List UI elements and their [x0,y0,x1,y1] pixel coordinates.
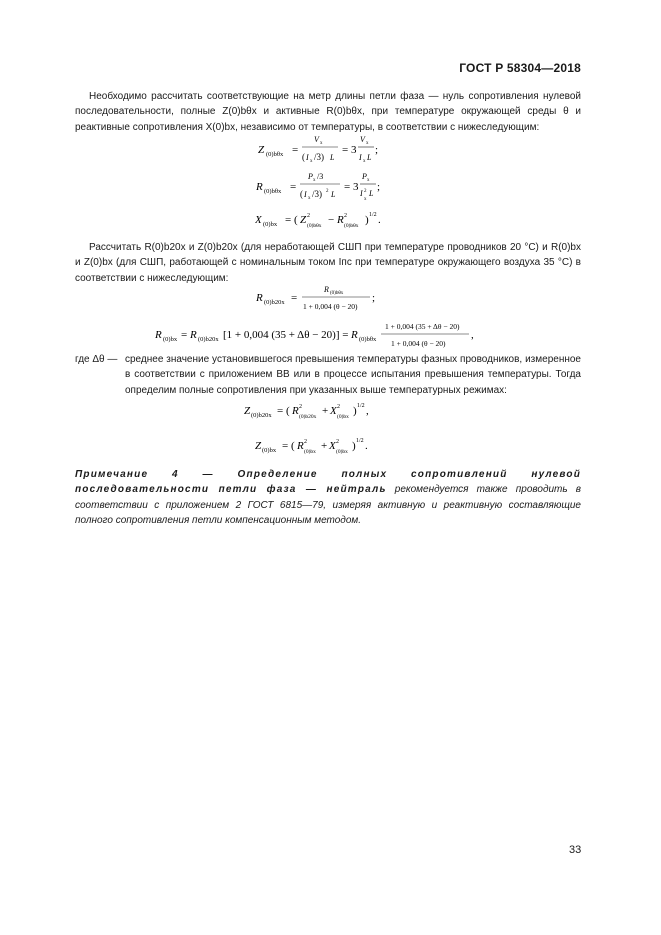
svg-text:1 + 0,004 (θ − 20): 1 + 0,004 (θ − 20) [303,302,358,311]
svg-text:(0)b20x: (0)b20x [198,336,219,343]
svg-text:x: x [313,178,316,183]
svg-text:I: I [306,153,309,162]
svg-text:I: I [304,190,307,199]
svg-text:I: I [360,189,363,198]
svg-text:(0)bθx: (0)bθx [344,223,359,229]
svg-text:= (: = ( [285,214,298,226]
svg-text:;: ; [372,292,376,304]
svg-text:P: P [362,172,367,181]
svg-text:1/2: 1/2 [356,438,364,444]
paragraph-calc: Рассчитать R(0)b20x и Z(0)b20x (для неработающей СШП при температуре проводников 20 °С) и R(0)bx и Z(0)bx (для СШП, работающей с номинальным током Iпс при температуре окружающего воздуха 35 °С) в соответствии с нижеследующим: [75,242,581,284]
svg-text:(0)b20x: (0)b20x [251,412,272,419]
svg-text:1/2: 1/2 [369,212,377,218]
svg-text:2: 2 [336,439,339,445]
svg-text:,: , [471,329,474,341]
svg-text:(0)bθx: (0)bθx [264,188,282,195]
svg-text:=: = [290,181,297,193]
svg-text:2: 2 [307,213,310,219]
svg-text:x: x [366,141,369,146]
svg-text:.: . [378,214,381,226]
svg-text:(0)b20x: (0)b20x [299,414,317,420]
paragraph-intro: Необходимо рассчитать соответствующие на метр длины петли фаза — нуль сопротивления нулевой последовательности, полные Z(0)bθx и активные R(0)bθx, при температуре окружающей среды θ и реактивные сопротивления X(0)bx, независимо от температуры, в соответствии с нижеследующим: [75,91,581,133]
formula-z0bx [255,433,385,457]
svg-text:Z: Z [258,144,265,156]
svg-text:x: x [310,159,313,164]
formula-z0b20x [244,398,374,422]
svg-text:Z: Z [255,440,262,452]
formula-x0bx [255,207,385,231]
svg-text:;: ; [375,144,379,156]
svg-text:x: x [367,178,370,183]
svg-text:;: ; [377,181,381,193]
formula-r0btx [256,170,421,204]
svg-text:(: ( [302,152,305,162]
svg-text:= (: = ( [282,440,295,452]
svg-text:): ) [353,405,357,417]
svg-text:(0)bθx: (0)bθx [266,151,284,158]
svg-text:=: = [181,329,188,341]
svg-text:2: 2 [299,404,302,410]
svg-text:(0)bθx: (0)bθx [330,291,344,296]
formula-r0b20x [256,283,386,313]
definition-body: среднее значение установившегося превышения температуры фазных проводников, измеренное в соответствии с приложением ВВ или в процессе испытания превышения температуры. Тогда определим полные сопротивления при указанных выше температурных режимах: [125,354,581,396]
svg-text:−: − [328,214,335,226]
svg-text:L: L [330,153,335,162]
svg-text:2: 2 [337,404,340,410]
note-body: рекомендуется также проводить в соответствии с приложением 2 ГОСТ 6815—79, измеряя активную и реактивную составляющие полного сопротивления петли компенсационным методом. [75,484,581,526]
svg-text:X: X [330,405,337,417]
svg-text:+: + [321,440,328,452]
svg-text:R: R [324,285,329,294]
svg-text:R: R [297,440,304,452]
svg-text:/3): /3) [312,189,322,199]
svg-text:(0)bx: (0)bx [262,447,277,454]
svg-text:.: . [365,440,368,452]
definition-term: где Δθ — [75,354,118,365]
svg-text:R: R [256,292,263,304]
svg-text:(0)bθx: (0)bθx [307,223,322,229]
svg-text:(0)bx: (0)bx [337,414,349,420]
svg-text:): ) [352,440,356,452]
svg-text:x: x [364,197,367,202]
svg-text:R: R [351,329,358,341]
svg-text:L: L [369,189,374,198]
svg-text:L: L [331,190,336,199]
svg-text:[1 + 0,004 (35 + Δθ − 20)] =: [1 + 0,004 (35 + Δθ − 20)] = [223,329,349,341]
svg-text:x: x [320,141,323,146]
svg-text:2: 2 [304,439,307,445]
svg-text:(0)bx: (0)bx [163,336,178,343]
svg-text:=: = [292,144,299,156]
svg-text:x: x [308,196,311,201]
svg-text:I: I [359,153,362,162]
svg-text:1 + 0,004 (35 + Δθ − 20): 1 + 0,004 (35 + Δθ − 20) [385,322,460,331]
svg-text:(0)bx: (0)bx [263,221,278,228]
svg-text:L: L [367,153,372,162]
svg-text:/3): /3) [314,152,324,162]
svg-text:(0)bx: (0)bx [336,449,348,455]
svg-text:2: 2 [326,189,329,194]
svg-text:Z: Z [244,405,251,417]
svg-text:(: ( [300,189,303,199]
svg-text:2: 2 [364,189,367,194]
svg-text:R: R [337,214,344,226]
svg-text:R: R [256,181,263,193]
formula-z0btx [258,133,418,165]
page-number: 33 [569,844,582,856]
svg-text:R: R [292,405,299,417]
svg-text:(0)b20x: (0)b20x [264,299,285,306]
svg-text:1 + 0,004 (θ − 20): 1 + 0,004 (θ − 20) [391,339,446,348]
svg-text:= 3: = 3 [342,144,357,156]
definition-delta-theta [75,352,581,398]
svg-text:=: = [291,292,298,304]
svg-text:Z: Z [300,214,307,226]
svg-text:): ) [365,214,369,226]
svg-text:V: V [314,135,319,144]
note-4 [75,467,581,528]
svg-text:P: P [308,172,313,181]
svg-text:(0)bx: (0)bx [304,449,316,455]
formula-r0bx [155,320,485,350]
svg-text:1/2: 1/2 [357,403,365,409]
note-heading: Примечание 4 — Определение полных сопротивлений нулевой последовательности петли фаза — нейтраль [75,469,581,496]
standard-code: ГОСТ Р 58304—2018 [459,61,581,75]
svg-text:X: X [329,440,336,452]
svg-text:V: V [360,135,365,144]
svg-text:R: R [190,329,197,341]
svg-text:R: R [155,329,162,341]
svg-text:= 3: = 3 [344,181,359,193]
svg-text:2: 2 [344,213,347,219]
svg-text:= (: = ( [277,405,290,417]
svg-text:/3: /3 [317,172,324,181]
svg-text:,: , [366,405,369,417]
svg-text:(0)bθx: (0)bθx [359,336,377,343]
svg-text:X: X [255,214,262,226]
svg-text:+: + [322,405,329,417]
svg-text:x: x [363,159,366,164]
